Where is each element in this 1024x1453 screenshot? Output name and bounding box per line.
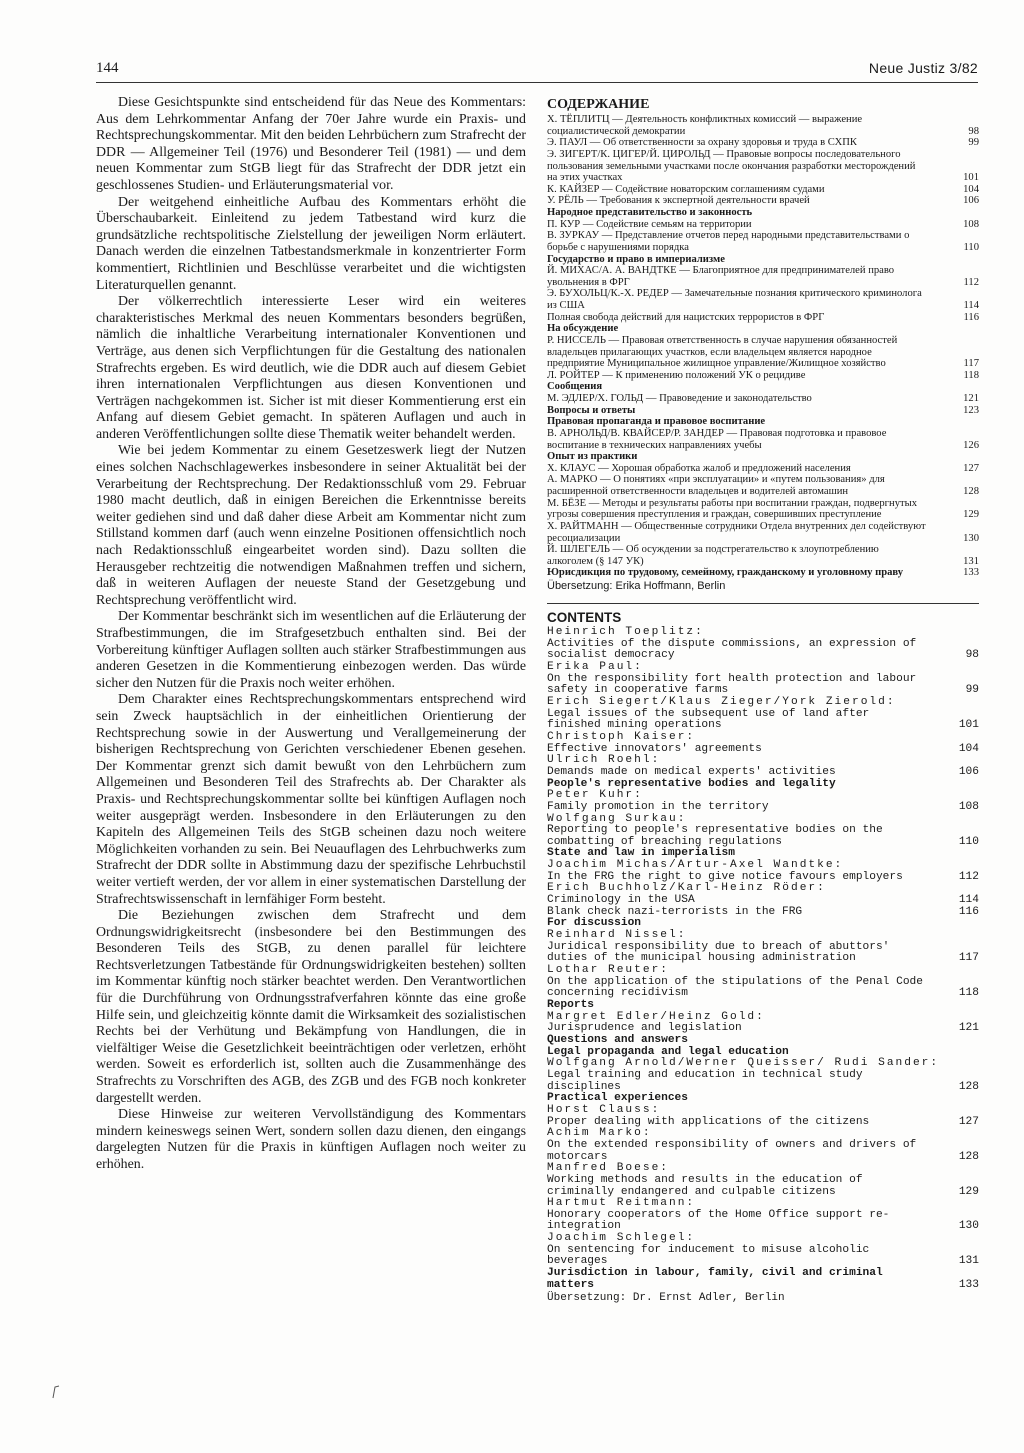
toc-ru-section-heading: Юрисдикция по трудовому, семейному, гражданскому и уголовному праву (547, 567, 904, 579)
toc-en-entry (547, 709, 979, 732)
toc-en-author: Manfred Boese: (547, 1162, 669, 1175)
toc-en-section-heading: People's representative bodies and legality (547, 777, 836, 790)
toc-ru-entry (547, 195, 979, 207)
toc-ru-entry (547, 219, 979, 231)
toc-en-page-number: 108 (958, 800, 979, 813)
toc-ru-entry (547, 416, 979, 428)
toc-ru-entry (547, 207, 979, 219)
toc-en-entry-text: Criminology in the USA (547, 894, 695, 907)
toc-ru-entry (547, 381, 979, 393)
toc-en-page-number: 98 (965, 649, 979, 662)
article-paragraph: Der völkerrechtlich interessierte Leser wird ein weiteres charakteristisches Merkmal des neuen Kommentars besonders begrüßen, nämlich die inhaltliche Verarbeitung internationaler Konventionen und Verträge, aus denen sich Verpflichtungen für die Gestaltung des nationalen Strafrechts ergeben. Es wird deutlich, wie die DDR auch auf diesem Gebiet ihren internationalen Verpflichtungen aus diesen Konventionen und Verträgen nachgekommen ist. Sicher ist mit dieser Kommentierung erst ein Anfang auf diesem Gebiet gemacht. In späteren Auflagen und auch in anderen Veröffentlichungen sollte diese Thematik weiter behandelt werden. (96, 294, 526, 442)
toc-en-author: Horst Clauss: (547, 1103, 661, 1116)
toc-en-page-number: 99 (965, 684, 979, 697)
toc-en-entry-text: Family promotion in the territory (547, 800, 769, 813)
toc-en-page-number: 101 (958, 719, 979, 732)
toc-en-entry (547, 977, 979, 1000)
article-paragraph: Der weitgehend einheitliche Aufbau des Kommentars erhöht die Überschaubarkeit. Einleitend zu jedem Tatbestand wird kurz die grundsätzliche rechtspolitische Zielstellung der jeweiligen Norm erläutert. Danach werden die einzelnen Tatbestandsmerkmale in konzentrierter Form kommentiert, Richtlinien und Beschlüsse verarbeitet und die wichtigsten Literaturquellen genannt. (96, 194, 526, 293)
toc-en-section-heading: Jurisdiction in labour, family, civil and criminal matters (547, 1267, 883, 1291)
toc-en-page-number: 104 (958, 742, 979, 755)
toc-en-author: Wolfgang Surkau: (547, 812, 687, 825)
article-paragraph: Diese Hinweise zur weiteren Vervollständigung des Kommentars mindern keineswegs seinen Wert, sondern sollen dazu dienen, den eingangs dargelegten Nutzen für die Praxis in künftigen Auflagen noch weiter zu erhöhen. (96, 1107, 526, 1172)
toc-en-section-heading: Legal propaganda and legal education (547, 1045, 789, 1058)
toc-en-translator: Übersetzung: Dr. Ernst Adler, Berlin (547, 1292, 785, 1305)
toc-en-section (547, 1035, 979, 1047)
toc-en-entry-text: Juridical responsibility due to breach of abuttors' duties of the municipal housing administration (547, 940, 890, 965)
toc-en-section (547, 1268, 979, 1291)
toc-english (547, 610, 979, 1305)
toc-en-entry-text: Activities of the dispute commissions, an expression of socialist democracy (547, 637, 917, 662)
toc-ru-entry (547, 137, 979, 149)
toc-ru-entry-text: Л. РОЙТЕР — К применению положений УК о рецидиве (547, 369, 806, 381)
toc-en-author: Reinhard Nissel: (547, 929, 687, 942)
toc-ru-entry (547, 474, 979, 497)
toc-en-entry (547, 674, 979, 697)
toc-ru-entry-text: В. ЗУРКАУ — Представление отчетов перед народными представительствами о борьбе с нарушениями порядка (547, 230, 910, 253)
toc-ru-entry (547, 114, 979, 137)
toc-ru-entry-text: М. ЭДЛЕР/Х. ГОЛЬД — Правоведение и законодательство (547, 393, 812, 404)
contents-column (547, 97, 979, 1305)
toc-ru-entry-text: Полная свобода действий для нацистских террористов в ФРГ (547, 311, 825, 323)
toc-ru-page-number: 114 (963, 300, 979, 311)
toc-ru-entry (547, 498, 979, 521)
article-paragraph: Diese Gesichtspunkte sind entscheidend für das Neue des Kommentars: Aus dem Lehrkommentar Anfang der 70er Jahre wurde ein Praxis- und Rechtsprechungskommentar. Mit den beiden Lehrbüchern zum Strafrecht der DDR — Allgemeiner Teil (1976) und Besonderer Teil (1981) — und dem neuen Kommentar zum StGB liegt für das Strafrecht der DDR jetzt ein geschlossenes Studien- und Erläuterungsmaterial vor. (96, 95, 526, 193)
toc-ru-entry (547, 370, 979, 382)
toc-ru-entry-text: П. КУР — Содействие семьям на территории (547, 218, 752, 230)
toc-en-entry-text: Legal training and education in technical study disciplines (547, 1068, 863, 1093)
toc-en-entry (547, 1175, 979, 1198)
section-divider (547, 603, 979, 604)
toc-ru-section-heading: Народное представительство и законность (547, 207, 753, 218)
toc-en-entry-text: Proper dealing with applications of the citizens (547, 1115, 870, 1128)
page-number: 144 (96, 60, 119, 76)
toc-en-author: Joachim Schlegel: (547, 1232, 696, 1245)
toc-en-section-heading: Reports (547, 999, 594, 1011)
toc-ru-section-heading: Сообщения (547, 381, 603, 393)
toc-en-entry-text: Jurisprudence and legislation (547, 1022, 742, 1035)
toc-en-page-number: 112 (958, 870, 979, 883)
toc-en-section-heading: State and law in imperialism (547, 847, 735, 860)
toc-ru-section-heading: На обсуждение (547, 323, 619, 335)
toc-ru-section-heading: Государство и право в империализме (547, 253, 725, 265)
toc-en-page-number: 110 (958, 835, 979, 848)
toc-en-page-number: 121 (958, 1022, 979, 1035)
header-rule (96, 82, 978, 83)
toc-en-entry (547, 639, 979, 662)
toc-en-entry-text: On the responsibility fort health protection and labour safety in cooperative farms (547, 672, 917, 697)
toc-ru-title: СОДЕРЖАНИЕ (547, 97, 650, 112)
toc-en-section (547, 1000, 979, 1012)
toc-en-page-number: 129 (958, 1185, 979, 1198)
toc-en-page-number: 127 (958, 1115, 979, 1128)
toc-en-entry (547, 1210, 979, 1233)
toc-ru-page-number: 117 (963, 358, 979, 370)
toc-en-entry (547, 1140, 979, 1163)
toc-en-author: Wolfgang Arnold/Werner Queisser/ Rudi Sander: (547, 1057, 940, 1070)
toc-en-page-number: 133 (958, 1278, 979, 1291)
toc-en-entry-text: In the FRG the right to give notice favours employers (547, 870, 903, 883)
toc-en-entry (547, 767, 979, 779)
toc-en-section-heading: Questions and answers (547, 1033, 688, 1046)
toc-ru-entry (547, 544, 979, 567)
toc-ru-entry (547, 463, 979, 475)
toc-en-entry (547, 895, 979, 907)
toc-ru-entry (547, 254, 979, 266)
toc-ru-page-number: 112 (963, 276, 979, 288)
toc-en-entry (547, 1245, 979, 1268)
article-paragraph: Der Kommentar beschränkt sich im wesentlichen auf die Erläuterung der Strafbestimmungen, die im Strafgesetzbuch enthalten sind. Bei der Vorbereitung künftiger Auflagen sollten auch stärker Strafbestimmungen aus anderen Gesetzen in die Kommentierung einbezogen werden. Das würde sicher den Nutzen für die Praxis noch weiter erhöhen. (96, 609, 526, 691)
toc-en-entry (547, 942, 979, 965)
toc-ru-entry-text: Э. ПАУЛ — Об ответственности за охрану здоровья и труда в СХПК (547, 137, 857, 149)
toc-ru-page-number: 133 (963, 567, 979, 579)
toc-en-entry-text: On the application of the stipulations of the Penal Code concerning recidivism (547, 975, 923, 1000)
toc-en-entry-text: On the extended responsibility of owners and drivers of motorcars (547, 1138, 917, 1163)
toc-ru-page-number: 98 (968, 125, 979, 137)
toc-en-page-number: 118 (958, 987, 979, 1000)
toc-en-section-heading: Practical experiences (547, 1092, 688, 1105)
toc-en-page-number: 116 (958, 905, 979, 918)
toc-ru-page-number: 130 (963, 532, 979, 544)
toc-ru-list (547, 114, 979, 579)
toc-ru-entry-text: Э. БУХОЛЬЦ/К.-Х. РЕДЕР — Замечательные познания критического криминолога из США (547, 288, 922, 311)
toc-ru-section-heading: Вопросы и ответы (547, 404, 636, 416)
toc-russian (547, 97, 979, 593)
toc-ru-entry-text: Й. МИХАС/А. А. ВАНДТКЕ — Благоприятное для предпринимателей право увольнения в ФРГ (547, 265, 895, 288)
toc-ru-page-number: 131 (963, 555, 979, 567)
toc-ru-entry-text: X. КЛАУС — Хорошая обработка жалоб и предложений населения (547, 462, 851, 474)
toc-ru-entry (547, 521, 979, 544)
toc-ru-section-heading: Опыт из практики (547, 451, 638, 463)
toc-en-author: Heinrich Toeplitz: (547, 626, 704, 638)
toc-en-entry (547, 1070, 979, 1093)
toc-en-entry-text: On sentencing for inducement to misuse alcoholic beverages (547, 1243, 870, 1268)
toc-en-page-number: 117 (958, 952, 979, 965)
toc-ru-page-number: 121 (963, 393, 979, 404)
article-column (96, 95, 526, 1174)
toc-ru-page-number: 116 (963, 311, 979, 323)
toc-ru-entry (547, 405, 979, 417)
article-paragraph: Die Beziehungen zwischen dem Strafrecht und dem Ordnungswidrigkeitsrecht (insbesondere bei den Bestimmungen des Besonderen Teils des StGB, zu denen parallel für leichtere Rechtsverletzungen Tatbestände für Ordnungswidrigkeiten bestehen) sollten im Kommentar künftig noch stärker beachtet werden. Den Verantwortlichen für die Durchführung von Ordnungsstrafverfahren könnte das eine große Hilfe sein, und gleichzeitig könnte damit die Wirksamkeit des sozialistischen Rechts bei der Verhütung und Bekämpfung von Handlungen, die in vielfältiger Weise die Gesetzlichkeit beeinträchtigen oder verletzen, erhöht werden. Soweit es erforderlich ist, sollten auch die Zusammenhänge des Strafrechts zu Vorschriften des AGB, des ZGB und des FGB noch konkreter dargestellt werden. (96, 908, 526, 1106)
toc-ru-entry (547, 149, 979, 184)
toc-ru-translator: Übersetzung: Erika Hoffmann, Berlin (547, 580, 726, 592)
toc-ru-entry (547, 428, 979, 451)
toc-en-page-number: 114 (958, 894, 979, 907)
toc-ru-entry-text: У. РЁЛЬ — Требования к экспертной деятельности врачей (547, 195, 810, 207)
toc-ru-entry (547, 567, 979, 579)
toc-ru-page-number: 129 (963, 509, 979, 521)
toc-ru-page-number: 118 (963, 369, 979, 381)
toc-en-entry-text: Reporting to people's representative bodies on the combatting of breaching regulations (547, 824, 883, 848)
toc-ru-entry (547, 288, 979, 311)
toc-ru-entry (547, 184, 979, 196)
toc-ru-entry-text: Р. НИССЕЛЬ — Правовая ответственность в случае нарушения обязанностей владельцев прилагающих участков, если владельцем является народное предприятие Муниципальное жилищное управление/Жилищное хозяйство (547, 334, 898, 370)
toc-en-page-number: 128 (958, 1150, 979, 1163)
toc-en-author: Peter Kuhr: (547, 789, 643, 802)
toc-ru-entry-text: X. ТЁПЛИТЦ — Деятельность конфликтных комиссий — выражение социалистической демократии (547, 114, 863, 137)
toc-ru-page-number: 99 (968, 137, 979, 149)
toc-en-author: Erich Buchholz/Karl-Heinz Röder: (547, 882, 826, 895)
toc-ru-entry (547, 323, 979, 335)
page-header (96, 60, 978, 80)
toc-en-page-number: 131 (958, 1255, 979, 1268)
toc-en-list (547, 627, 979, 1291)
toc-ru-entry (547, 335, 979, 370)
toc-ru-page-number: 128 (963, 486, 979, 497)
toc-ru-entry-text: Э. ЗИГЕРТ/К. ЦИГЕР/Й. ЦИРОЛЬД — Правовые вопросы последовательного пользования земельными участками после окончания разработки месторождений на этих участках (547, 148, 916, 184)
toc-ru-page-number: 108 (963, 218, 979, 230)
toc-en-entry-text: Legal issues of the subsequent use of land after finished mining operations (547, 707, 870, 732)
toc-ru-section-heading: Правовая пропаганда и правовое воспитание (547, 416, 766, 428)
toc-en-author: Lothar Reuter: (547, 964, 669, 977)
toc-ru-page-number: 126 (963, 439, 979, 451)
toc-en-page-number: 128 (958, 1080, 979, 1093)
toc-en-entry-text: Demands made on medical experts' activities (547, 765, 836, 778)
toc-en-author: Hartmut Reitmann: (547, 1197, 696, 1210)
article-paragraph: Wie bei jedem Kommentar zu einem Gesetzeswerk liegt der Nutzen eines solchen Nachschlagewerkes insbesondere in seiner Aktualität bei der Verarbeitung der Rechtsprechung. Der Redaktionsschluß vom 29. Februar 1980 macht deutlich, daß in einigen Bereichen die Erkenntnisse bereits weiter gediehen sind und daß daher diese Arbeit am Kommentar nicht zum Stillstand kommen darf (auch wenn einzelne Positionen offensichtlich noch nach Redaktionsschluß eingearbeitet worden sind). Dazu sollten die Herausgeber rechtzeitig die notwendigen Maßnahmen treffen und sichern, daß in weiteren Auflagen der neueste Stand der Gesetzgebung und Rechtsprechung veröffentlicht wird. (96, 443, 526, 608)
toc-en-author: Christoph Kaiser: (547, 730, 696, 743)
toc-en-entry-text: Honorary cooperators of the Home Office support re-integration (547, 1208, 890, 1233)
toc-ru-entry (547, 451, 979, 463)
toc-en-entry-text: Effective innovators' agreements (547, 742, 762, 755)
toc-ru-entry (547, 393, 979, 405)
toc-en-entry-text: Blank check nazi-terrorists in the FRG (547, 905, 803, 918)
toc-ru-page-number: 104 (963, 183, 979, 195)
toc-ru-entry (547, 312, 979, 324)
toc-en-title: CONTENTS (547, 610, 622, 625)
toc-ru-entry-text: М. БЁЗЕ — Методы и результаты работы при воспитании граждан, подвергнутых угрозы совершения преступления и граждан, совершивших преступление (547, 497, 918, 521)
toc-ru-entry (547, 230, 979, 253)
toc-en-entry-text: Working methods and results in the education of criminally endangered and culpable citizens (547, 1173, 863, 1198)
toc-en-section-heading: For discussion (547, 917, 641, 930)
toc-en-entry (547, 825, 979, 848)
toc-en-entry (547, 802, 979, 814)
toc-en-author: Erich Siegert/Klaus Zieger/York Zierold: (547, 695, 896, 708)
margin-pencil-mark (50, 1385, 64, 1399)
article-paragraph: Dem Charakter eines Rechtsprechungskommentars entsprechend wird sein Zweck hauptsächlich in der einheitlichen Orientierung der Rechtsprechung sowie in der Auswertung und Verallgemeinerung der bisherigen Rechtsprechung von Gerichten verschiedener Ebenen gesehen. Der Kommentar grenzt sich damit bewußt von den Lehrbüchern zum Allgemeinen und Besonderen Teil des Strafrechts ab. Der Charakter als Praxis- und Rechtsprechungskommentar sollte bei künftigen Auflagen noch weiter ausgeprägt werden. Insbesondere in den Erläuterungen zu den Kapiteln des Allgemeinen Teils des StGB scheinen dazu noch weitere Möglichkeiten vorhanden zu sein. Bei Neuauflagen des Lehrbuchwerks zum Strafrecht der DDR sollte in Abstimmung dazu der spezifische Lehrbuchstil weiter vertieft werden, der vor allem in einer systematischen Darstellung der Strafrechtswissenschaft in lernfähiger Form besteht. (96, 692, 526, 907)
toc-ru-entry-text: X. РАЙТМАНН — Общественные сотрудники Отдела внутренних дел содействуют ресоциализации (547, 520, 926, 544)
toc-ru-page-number: 110 (963, 241, 979, 253)
toc-ru-entry-text: А. МАРКО — О понятиях «при эксплуатации» и «путем пользования» для расширенной ответственности владельцев и водителей автомашин (547, 474, 885, 497)
toc-en-author: Joachim Michas/Artur-Axel Wandtke: (547, 859, 844, 872)
toc-ru-page-number: 101 (963, 172, 979, 184)
journal-issue: Neue Justiz 3/82 (868, 60, 978, 76)
toc-ru-entry (547, 265, 979, 288)
toc-ru-page-number: 123 (963, 404, 979, 416)
toc-en-page-number: 130 (958, 1220, 979, 1233)
toc-en-page-number: 106 (958, 765, 979, 778)
toc-ru-page-number: 127 (963, 462, 979, 474)
toc-en-author: Erika Paul: (547, 660, 643, 673)
toc-ru-entry-text: Й. ШЛЕГЕЛЬ — Об осуждении за подстрегательство к злоупотреблению алкоголем (§ 147 УК) (547, 544, 879, 567)
toc-en-author: Achim Marko: (547, 1127, 652, 1140)
toc-en-author: Margret Edler/Heinz Gold: (547, 1010, 765, 1023)
toc-en-author: Ulrich Roehl: (547, 754, 661, 767)
toc-ru-entry-text: К. КАЙЗЕР — Содействие новаторским соглашениям судами (547, 183, 825, 195)
toc-ru-page-number: 106 (963, 195, 979, 207)
toc-ru-entry-text: В. АРНОЛЬД/В. КВАЙСЕР/Р. ЗАНДЕР — Правовая подготовка и правовое воспитание в технических направлениях учебы (547, 427, 887, 451)
